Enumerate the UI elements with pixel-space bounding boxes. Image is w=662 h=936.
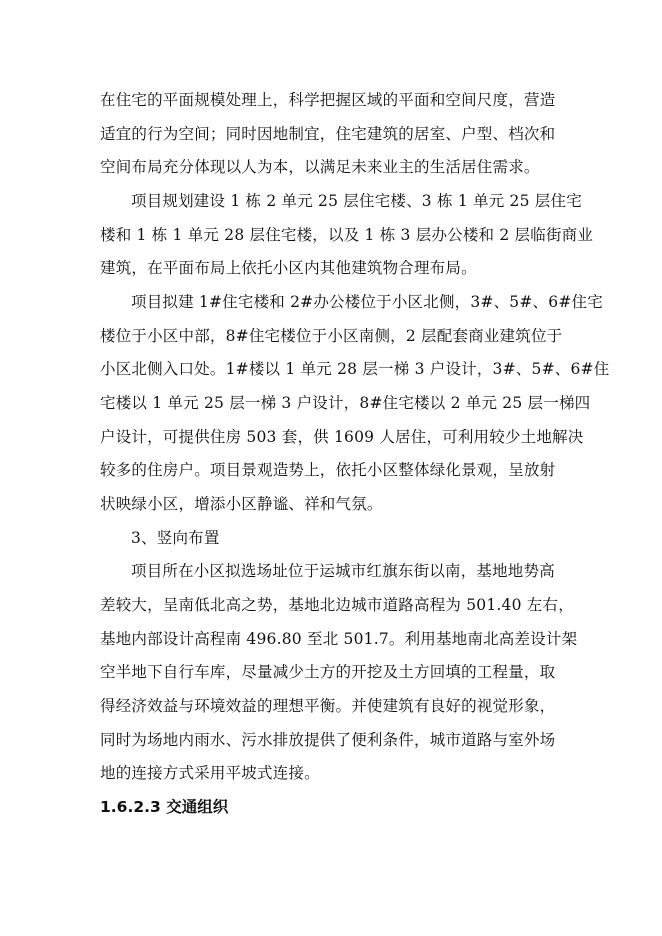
- text-line-13: 状映绿小区，增添小区静谧、祥和气氛。: [100, 495, 383, 513]
- text-line-10: 宅楼以 1 单元 25 层一梯 3 户设计，8#住宅楼以 2 单元 25 层一梯四: [100, 394, 591, 412]
- text-line-17: 基地内部设计高程南 496.80 至北 501.7。利用基地南北高差设计架: [100, 630, 578, 648]
- text-line-4: 项目规划建设 1 栋 2 单元 25 层住宅楼、3 栋 1 单元 25 层住宅: [131, 192, 582, 210]
- text-line-5: 楼和 1 栋 1 单元 28 层住宅楼，以及 1 栋 3 层办公楼和 2 层临街商业: [100, 226, 594, 244]
- text-line-16: 差较大，呈南低北高之势，基地北边城市道路高程为 501.40 左右，: [100, 596, 574, 614]
- subsection-title: 3、竖向布置: [131, 529, 220, 547]
- text-line-19: 得经济效益与环境效益的理想平衡。并使建筑有良好的视觉形象，: [100, 697, 556, 715]
- text-line-2: 适宜的行为空间；同时因地制宜，住宅建筑的居室、户型、档次和: [100, 125, 556, 143]
- text-line-8: 楼位于小区中部，8#住宅楼位于小区南侧，2 层配套商业建筑位于: [100, 327, 563, 345]
- text-line-9: 小区北侧入口处。1#楼以 1 单元 28 层一梯 3 户设计，3#、5#、6#住: [100, 360, 610, 378]
- text-line-15: 项目所在小区拟选场址位于运城市红旗东街以南，基地地势高: [131, 562, 555, 580]
- text-line-21: 地的连接方式采用平坡式连接。: [100, 764, 320, 782]
- text-line-1: 在住宅的平面规模处理上，科学把握区域的平面和空间尺度，营造: [100, 91, 556, 109]
- text-line-6: 建筑，在平面布局上依托小区内其他建筑物合理布局。: [100, 259, 477, 277]
- text-line-12: 较多的住房户。项目景观造势上，依托小区整体绿化景观，呈放射: [100, 461, 556, 479]
- text-line-20: 同时为场地内雨水、污水排放提供了便利条件，城市道路与室外场: [100, 731, 556, 749]
- text-line-7: 项目拟建 1#住宅楼和 2#办公楼位于小区北侧，3#、5#、6#住宅: [131, 293, 603, 311]
- text-line-18: 空半地下自行车库，尽量减少土方的开挖及土方回填的工程量，取: [100, 663, 556, 681]
- text-line-3: 空间布局充分体现以人为本，以满足未来业主的生活居住需求。: [100, 158, 540, 176]
- section-heading: 1.6.2.3 交通组织: [100, 798, 229, 816]
- text-line-11: 户设计，可提供住房 503 套，供 1609 人居住，可利用较少土地解决: [100, 428, 584, 446]
